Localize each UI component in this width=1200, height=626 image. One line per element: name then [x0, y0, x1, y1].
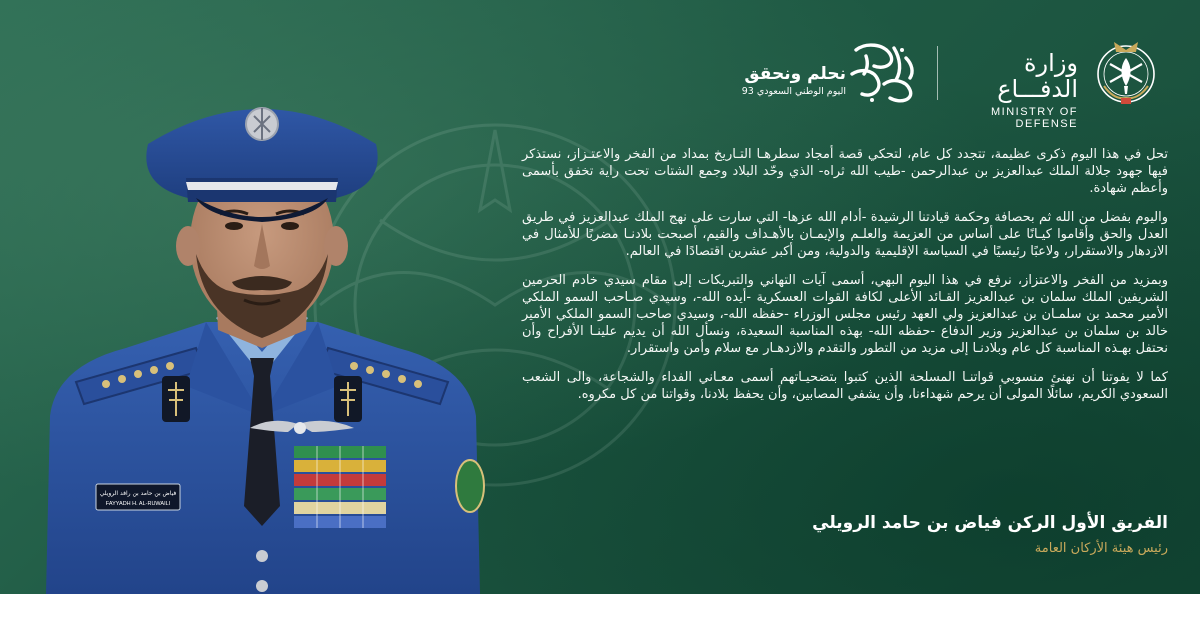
- name-tag-english: FAYYADH H. AL-RUWAILI: [105, 501, 171, 507]
- letter-paragraph: تحل في هذا اليوم ذكرى عظيمة، تتجدد كل عام، لتحكي قصة أمجاد سطرهـا التـاريخ بمداد من الفخر والاعتـزاز، نستذكر فيها جهود جلالة الملك عبدالعزيز بن عبدالرحمن -طيب الله ثراه- الذي وحّد البلاد وجمع الشتات تحت راية تخفق بأسمى وأعظم شهادة.: [522, 147, 1168, 196]
- signatory-name: الفريق الأول الركن فياض بن حامد الرويلي: [812, 513, 1168, 533]
- national-day-slogan: نحلم ونحقق: [744, 64, 846, 84]
- national-day-wordmark: [724, 64, 846, 98]
- signatory-title: رئيس هيئة الأركان العامة: [1034, 541, 1168, 556]
- bottom-white-strip: [0, 594, 1200, 626]
- letter-paragraph: واليوم بفضل من الله ثم بحصافة وحكمة قيادتنا الرشيدة -أدام الله عزها- التي سارت على نهج الملك عبدالعزيز في طريق العدل والحق وأقاموا كيـانًا على أساس من العزيمة والعلـم والإيمـان بالأهـداف والقيم، أصبحت بلادنـا مضربًا للأمثال في الازدهار والاستقرار، ولاعبًا رئيسيًا في السياسة الإقليمية والدولية، ومن أكبر عشرين اقتصادًا في العالم.: [522, 210, 1168, 259]
- signature-block: [760, 512, 1168, 558]
- ministry-of-defense-wordmark: [950, 50, 1078, 130]
- name-tag-arabic: فياض بن حامد بن رافد الرويلي: [99, 490, 177, 497]
- national-day-subtitle: اليوم الوطني السعودي 93: [741, 86, 846, 97]
- letter-paragraph: وبمزيد من الفخر والاعتزاز، نرفع في هذا اليوم البهي، أسمى آيات التهاني والتبريكات إلى مقام سيدي خادم الحرمين الشريفين الملك سلمان بن عبدالعزيز القـائد الأعلى لكافة القوات العسكرية -أيده الله-، وسيدي صـاحب السمو الملكي الأمير محمد بن سلمـان بن عبدالعزيز ولي العهد رئيس مجلس الوزراء -حفظه الله-، وسيدي صاحب السمو الملكي الأمير خالد بن سلمان بن عبدالعزيز وزير الدفاع -حفظه الله- بهذه المناسبة السعيدة، ونسأل الله أن يديم علينـا الأفراح وأن نحتفل بهـذه المناسبة كل عام وبلادنـا إلى مزيد من التطور والتقدم والازدهـار مع سلام وأمن واستقرار.: [522, 273, 1168, 356]
- letter-paragraph: كما لا يفوتنا أن نهنئ منسوبي قواتنـا المسلحة الذين كتبوا بتضحيـاتهم أسمى معـاني الفداء والشجاعة، والى الشعب السعودي الكريم، سائلًا المولى أن يرحم شهداءنا، وأن يشفي المصابين، وأن يحفظ بلادنا، وقواتنا من كل مكروه.: [522, 370, 1168, 402]
- officer-portrait: [36, 86, 488, 594]
- ministry-of-defense-emblem-icon: [1090, 36, 1162, 108]
- national-day-calligraphy-logo: [844, 40, 920, 106]
- ministry-name-arabic: وزارة الدفـــاع: [997, 49, 1078, 103]
- greeting-letter: [522, 146, 1168, 415]
- ministry-name-english: MINISTRY OF DEFENSE: [991, 106, 1078, 130]
- header-divider: [937, 46, 938, 100]
